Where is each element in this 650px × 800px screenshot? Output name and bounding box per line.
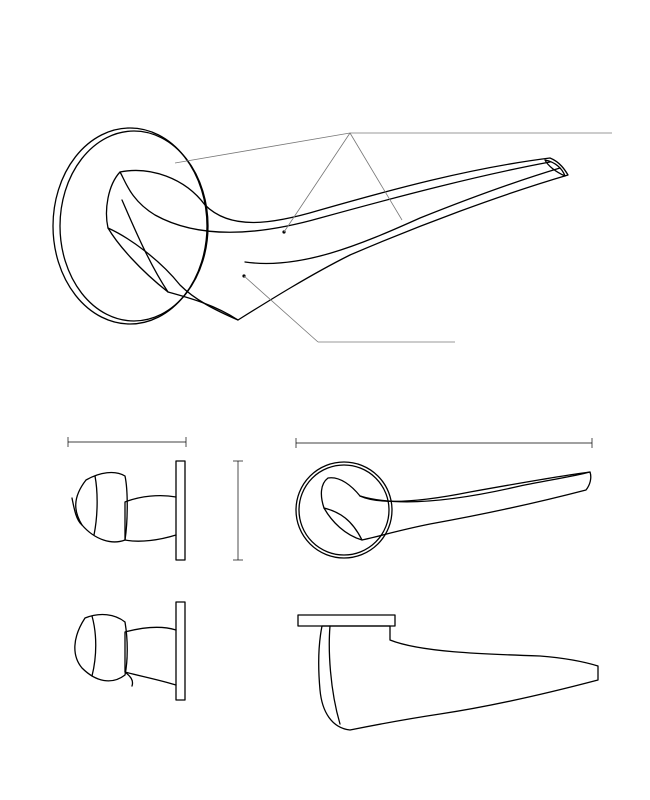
rose-plate-side [176, 461, 185, 560]
grip-end-side-2 [75, 615, 127, 681]
lever-front-curl [324, 508, 362, 540]
dim-rose-diameter-line [233, 461, 243, 560]
rose-plate-side-2 [176, 602, 185, 700]
side-view-bottom [75, 602, 185, 700]
side-view-top [68, 437, 186, 560]
rose-front-outer [296, 462, 392, 558]
lever-top-edge [120, 162, 550, 232]
lever-front-curve [122, 200, 168, 292]
lever-top [319, 626, 598, 730]
rose-plate-top [298, 615, 395, 626]
lever-body [107, 158, 569, 320]
lever-front [321, 472, 590, 540]
grip-crease-side-2 [92, 616, 96, 676]
top-view [298, 615, 598, 730]
front-view [296, 438, 592, 558]
lever-top-edge-line [329, 626, 340, 724]
perspective-view [53, 128, 568, 324]
shank-side [125, 496, 176, 542]
rose-front-inner [299, 465, 389, 555]
grip-end-side [76, 473, 128, 542]
grip-crease-side [94, 476, 97, 535]
shank-side-2 [125, 627, 176, 685]
lever-lower-ridge [245, 168, 560, 264]
